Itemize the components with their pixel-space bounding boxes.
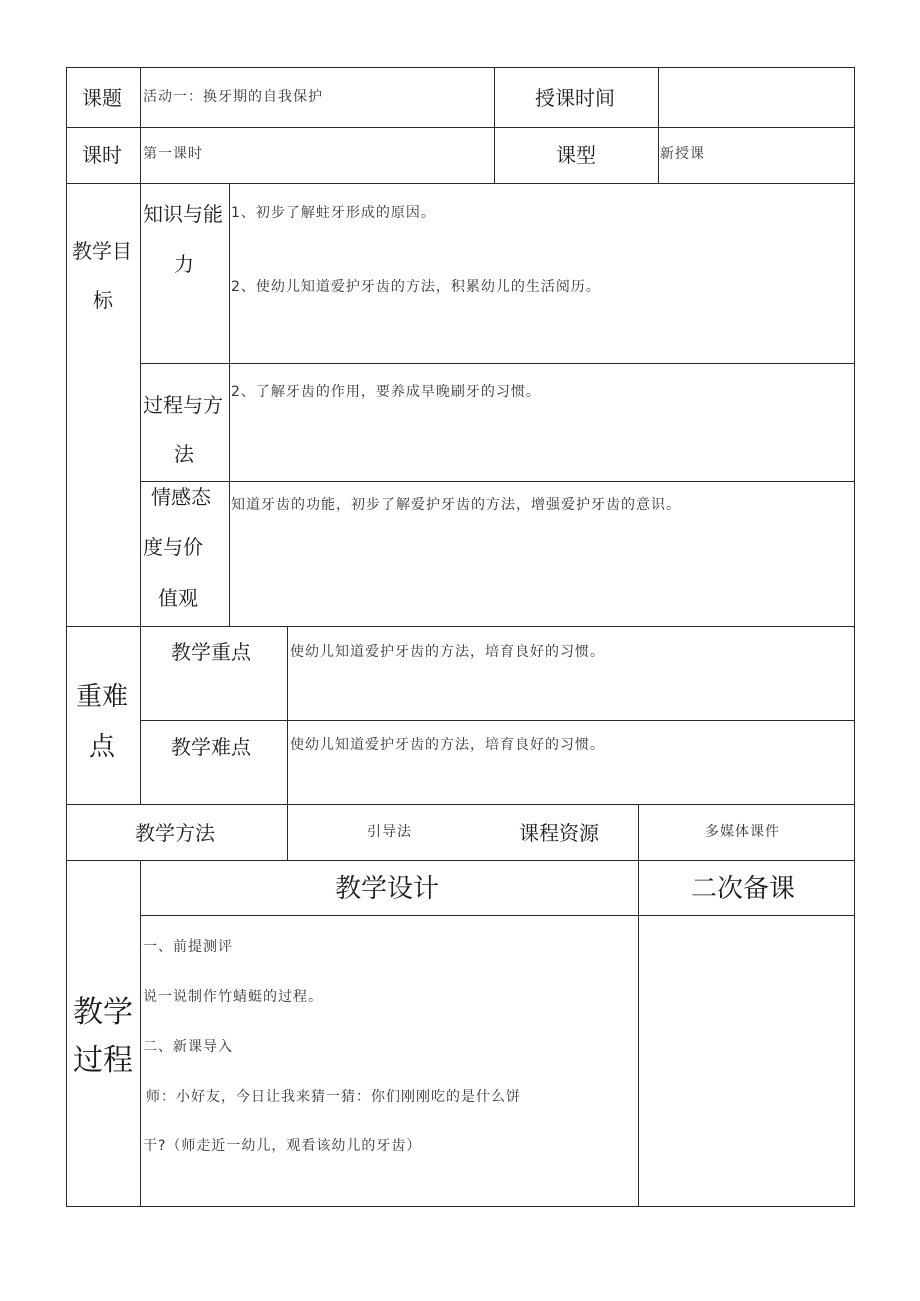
objectives-label-line1: 教学目 [72, 239, 132, 263]
row-divider [66, 183, 855, 184]
row-divider [140, 720, 855, 721]
period-value: 第一课时 [143, 146, 203, 162]
table-border-right [854, 67, 855, 1207]
knowledge-label-line2: 力 [174, 252, 194, 276]
table-border-bottom [66, 1206, 855, 1207]
knowledge-item-2: 2、使幼儿知道爱护牙齿的方法，积累幼儿的生活阅历。 [231, 279, 601, 295]
col-divider [140, 860, 141, 1207]
design-line: 干?（师走近一幼儿，观看该幼儿的牙齿） [143, 1138, 422, 1154]
row-divider [140, 363, 855, 364]
teaching-focus-text: 使幼儿知道爱护牙齿的方法，培育良好的习惯。 [290, 644, 605, 660]
topic-value: 活动一：换牙期的自我保护 [143, 89, 323, 105]
emotion-label-line2: 度与价 [143, 535, 203, 559]
process-section-label-line1: 教学 [73, 995, 133, 1030]
design-line: 一、前提测评 [143, 939, 233, 955]
key-points-label-line2: 点 [89, 732, 116, 762]
teaching-difficulty-text: 使幼儿知道爱护牙齿的方法，培育良好的习惯。 [290, 737, 605, 753]
lesson-type-label: 课型 [556, 143, 596, 167]
process-label-line2: 法 [174, 442, 194, 466]
col-divider [658, 67, 659, 183]
emotion-label-line3: 值观 [158, 586, 198, 610]
period-label: 课时 [82, 143, 122, 167]
process-label-line1: 过程与方 [143, 393, 223, 417]
col-divider [140, 67, 141, 804]
teaching-focus-label: 教学重点 [171, 640, 251, 664]
col-divider [494, 67, 495, 183]
teaching-method-value: 引导法 [367, 824, 412, 840]
process-section-label-line2: 过程 [73, 1043, 133, 1078]
design-line: 师：小好友，今日让我来猜一猜：你们刚刚吃的是什么饼 [146, 1089, 521, 1105]
row-divider [66, 860, 855, 861]
row-divider [140, 481, 855, 482]
objectives-label-line2: 标 [93, 288, 113, 312]
knowledge-label-line1: 知识与能 [143, 202, 223, 226]
row-divider [66, 804, 855, 805]
design-line: 二、新课导入 [143, 1039, 233, 1055]
key-points-label-line1: 重难 [76, 682, 129, 712]
teaching-design-header: 教学设计 [335, 874, 440, 904]
emotion-label-line1: 情感态 [151, 485, 211, 509]
topic-label: 课题 [82, 86, 122, 110]
teaching-time-label: 授课时间 [535, 86, 615, 110]
row-divider [140, 915, 855, 916]
col-divider [287, 626, 288, 860]
process-item-1: 2、了解牙齿的作用，要养成早晚刷牙的习惯。 [231, 384, 541, 400]
course-resources-label: 课程资源 [519, 821, 599, 845]
table-border-top [66, 67, 855, 68]
row-divider [66, 626, 855, 627]
col-divider [638, 804, 639, 1207]
knowledge-item-1: 1、初步了解蛀牙形成的原因。 [231, 205, 436, 221]
second-preparation-header: 二次备课 [691, 874, 796, 904]
row-divider [66, 127, 855, 128]
emotion-item-1: 知道牙齿的功能，初步了解爱护牙齿的方法，增强爱护牙齿的意识。 [231, 497, 681, 513]
table-border-left [66, 67, 67, 1207]
lesson-type-value: 新授课 [660, 146, 705, 162]
teaching-difficulty-label: 教学难点 [171, 735, 251, 759]
course-resources-value: 多媒体课件 [705, 824, 780, 840]
col-divider [229, 183, 230, 626]
teaching-method-label: 教学方法 [135, 821, 215, 845]
design-line: 说一说制作竹蜻蜓的过程。 [143, 989, 323, 1005]
